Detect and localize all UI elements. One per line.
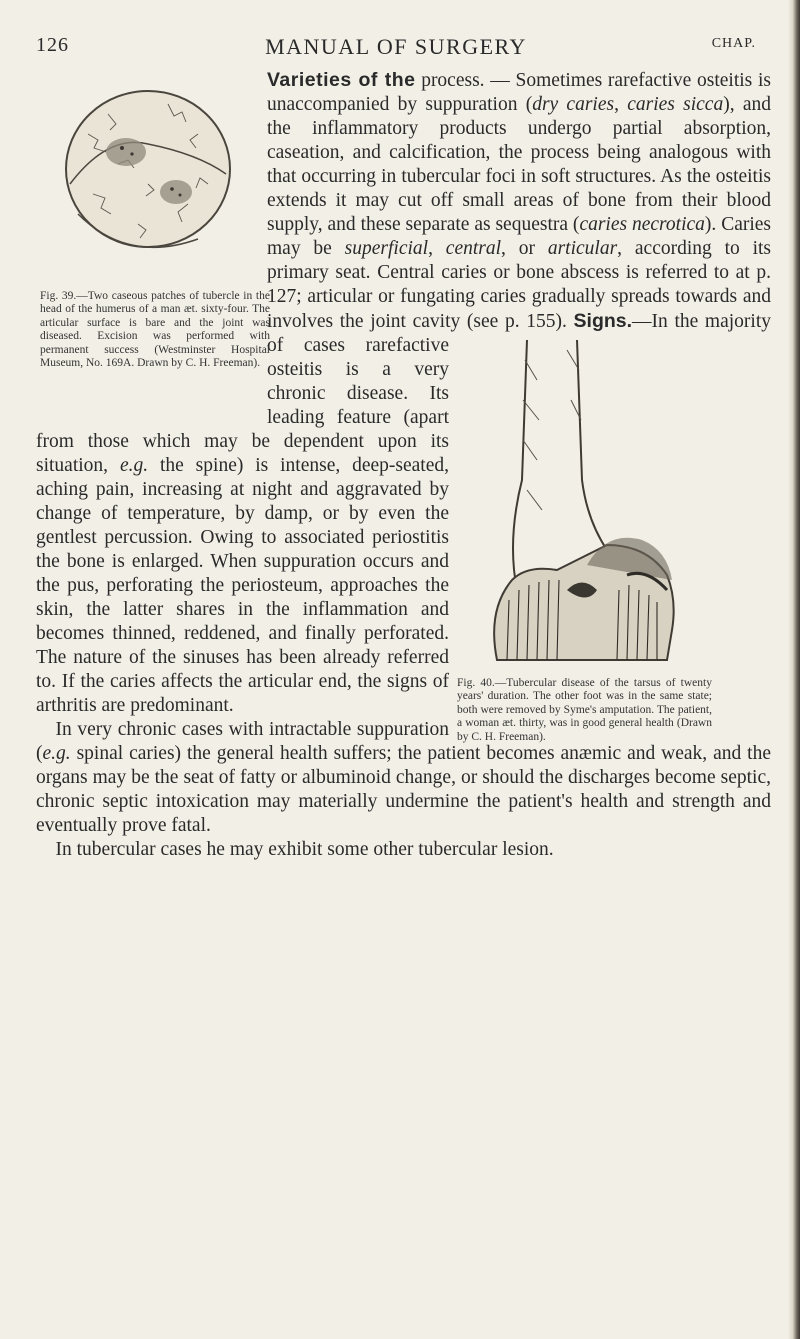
text-segment: In very chronic cases with intractable suppuration (	[36, 719, 449, 764]
term-eg: e.g.	[42, 743, 71, 764]
term-eg: e.g.	[119, 455, 149, 476]
book-title: MANUAL OF SURGERY	[265, 34, 527, 59]
section-heading-signs: Signs.	[573, 310, 633, 332]
term-dry-caries: dry caries	[532, 94, 615, 115]
text-segment: ). Caries may be	[267, 214, 772, 259]
indent	[36, 839, 56, 860]
figure-40	[457, 340, 800, 743]
text-segment: ,	[614, 94, 628, 115]
page-number: 126	[36, 34, 69, 56]
indent	[36, 719, 56, 740]
term-caries-sicca: caries sicca	[627, 94, 724, 115]
figure-39-caption: Fig. 39.—Two caseous patches of tubercle in the head of the humerus of a man æt. sixty-four. The articular surface is bare and the joint was diseased. Excision was performed with permanent success (Westminster Hospital Museum, No. 169A. Drawn by C. H. Freeman).	[40, 290, 270, 370]
text-segment: , according to its primary seat. Central caries or bone abscess is referred to at p. 127; articular or fungating caries gradually spreads towards and involves the joint cavity (see p. 155).	[267, 238, 772, 332]
text-segment: the spine) is intense, deep-seated, aching pain, increasing at night and aggravated by change of temperature, by damp, or by even the gentlest percussion. Owing to associated periostitis the bone is enlarged. When suppuration occurs and the pus, perforating the periosteum, approaches the skin, the latter shares in the inflammation and becomes thinned, reddened, and finally perforated. The nature of the sinuses has been already referred to. If the caries affects the articular end, the signs of arthritis are predominant.	[36, 455, 450, 716]
tarsus-illustration	[467, 340, 677, 667]
text-segment: ), and the inflammatory products undergo partial absorption, caseation, and calcification, the process being analogous with that occurring in tubercular foci in soft structures. As the osteitis extends it may cut off small areas of bone from their blood supply, and these separate as sequestra (	[267, 94, 771, 235]
term-superficial: superficial	[344, 238, 429, 259]
text-segment: In tubercular cases he may exhibit some other tubercular lesion.	[55, 839, 554, 860]
figure-40-caption: Fig. 40.—Tubercular disease of the tarsus of twenty years' duration. The other foot was in the same state; both were removed by Syme's amputation. The patient, a woman æt. thirty, was in good general health (Drawn by C. H. Freeman).	[457, 677, 712, 743]
humerus-head-illustration	[48, 74, 248, 274]
text-segment: spinal caries) the general health suffers; the patient becomes anæmic and weak, and the organs may be the seat of fatty or albuminoid change, or should the discharges become septic, chronic septic intoxication may materially undermine the patient's health and strength and eventually prove fatal.	[36, 743, 771, 836]
body-paragraph-varieties	[36, 68, 771, 862]
term-caries-necrotica: caries necrotica	[579, 214, 705, 235]
section-heading-varieties: Varieties of the	[267, 69, 416, 91]
term-central: central	[445, 238, 502, 259]
running-header	[36, 34, 756, 64]
text-segment: process. — Sometimes rarefactive osteitis is unaccompanied by suppuration (	[267, 70, 772, 115]
text-segment: ,	[428, 238, 446, 259]
chapter-label: CHAP.	[711, 36, 756, 51]
text-segment: , or	[501, 238, 548, 259]
term-articular: articular	[547, 238, 618, 259]
figure-39	[0, 72, 270, 425]
text-segment: —In the majority of cases rarefactive osteitis is a very chronic disease. Its leading feature (apart from those which may be dependent upon its situation,	[36, 311, 771, 476]
